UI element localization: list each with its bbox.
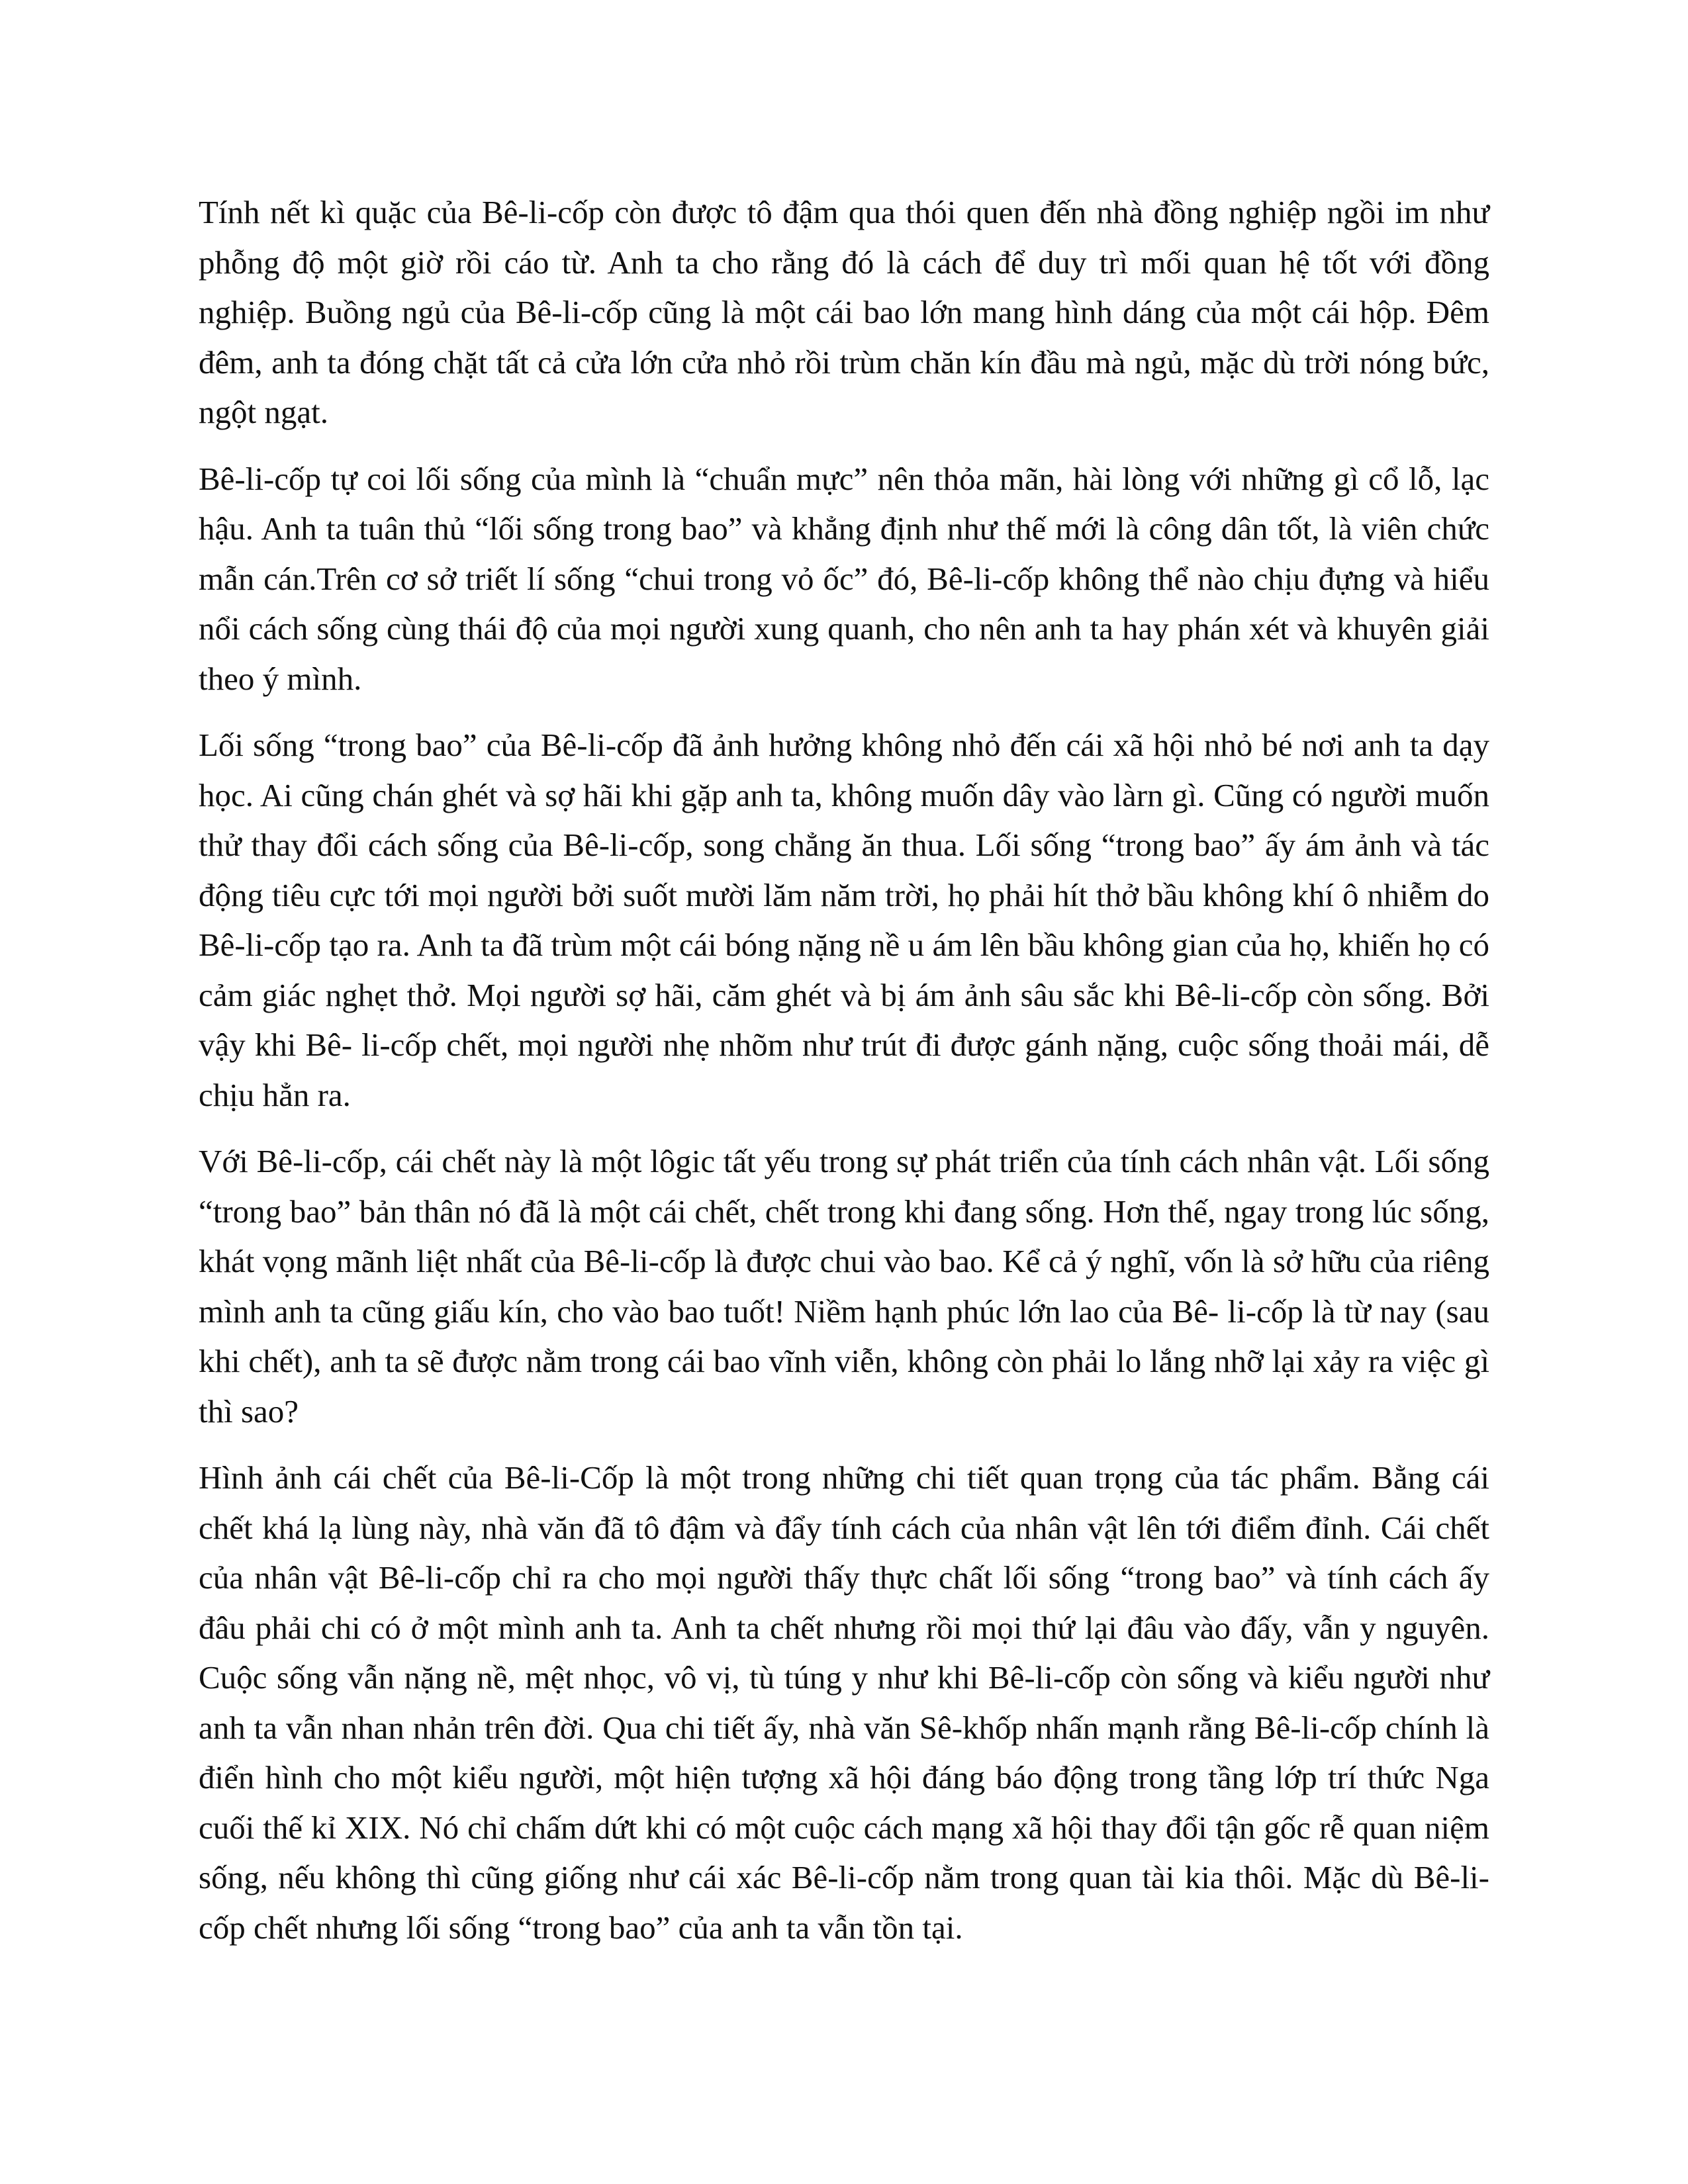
paragraph-3: Lối sống “trong bao” của Bê-li-cốp đã ảnh hưởng không nhỏ đến cái xã hội nhỏ bé nơi anh ta dạy học. Ai cũng chán ghét và sợ hãi khi gặp anh ta, không muốn dây vào làrn gì. Cũng có người muốn thử thay đổi cách sống của Bê-li-cốp, song chẳng ăn thua. Lối sống “trong bao” ấy ám ảnh và tác động tiêu cực tới mọi người bởi suốt mười lăm năm trời, họ phải hít thở bầu không khí ô nhiễm do Bê-li-cốp tạo ra. Anh ta đã trùm một cái bóng nặng nề u ám lên bầu không gian của họ, khiến họ có cảm giác nghẹt thở. Mọi người sợ hãi, căm ghét và bị ám ảnh sâu sắc khi Bê-li-cốp còn sống. Bởi vậy khi Bê- li-cốp chết, mọi người nhẹ nhõm như trút đi được gánh nặng, cuộc sống thoải mái, dễ chịu hẳn ra. [199,727,1489,1113]
paragraph-4: Với Bê-li-cốp, cái chết này là một lôgic tất yếu trong sự phát triển của tính cách nhân vật. Lối sống “trong bao” bản thân nó đã là một cái chết, chết trong khi đang sống. Hơn thế, ngay trong lúc sống, khát vọng mãnh liệt nhất của Bê-li-cốp là được chui vào bao. Kể cả ý nghĩ, vốn là sở hữu của riêng mình anh ta cũng giấu kín, cho vào bao tuốt! Niềm hạnh phúc lớn lao của Bê- li-cốp là từ nay (sau khi chết), anh ta sẽ được nằm trong cái bao vĩnh viễn, không còn phải lo lắng nhỡ lại xảy ra việc gì thì sao? [199,1143,1489,1430]
paragraph-1: Tính nết kì quặc của Bê-li-cốp còn được tô đậm qua thói quen đến nhà đồng nghiệp ngồi im như phỗng độ một giờ rồi cáo từ. Anh ta cho rằng đó là cách để duy trì mối quan hệ tốt với đồng nghiệp. Buồng ngủ của Bê-li-cốp cũng là một cái bao lớn mang hình dáng của một cái hộp. Đêm đêm, anh ta đóng chặt tất cả cửa lớn cửa nhỏ rồi trùm chăn kín đầu mà ngủ, mặc dù trời nóng bức, ngột ngạt. [199,194,1489,430]
paragraph-2: Bê-li-cốp tự coi lối sống của mình là “chuẩn mực” nên thỏa mãn, hài lòng với những gì cổ lỗ, lạc hậu. Anh ta tuân thủ “lối sống trong bao” và khẳng định như thế mới là công dân tốt, là viên chức mẫn cán.Trên cơ sở triết lí sống “chui trong vỏ ốc” đó, Bê-li-cốp không thể nào chịu đựng và hiểu nổi cách sống cùng thái độ của mọi người xung quanh, cho nên anh ta hay phán xét và khuyên giải theo ý mình. [199,460,1489,697]
paragraph-5: Hình ảnh cái chết của Bê-li-Cốp là một trong những chi tiết quan trọng của tác phẩm. Bằng cái chết khá lạ lùng này, nhà văn đã tô đậm và đẩy tính cách của nhân vật lên tới điểm đỉnh. Cái chết của nhân vật Bê-li-cốp chỉ ra cho mọi người thấy thực chất lối sống “trong bao” và tính cách ấy đâu phải chi có ở một mình anh ta. Anh ta chết nhưng rồi mọi thứ lại đâu vào đấy, vẫn y nguyên. Cuộc sống vẫn nặng nề, mệt nhọc, vô vị, tù túng y như khi Bê-li-cốp còn sống và kiểu người như anh ta vẫn nhan nhản trên đời. Qua chi tiết ấy, nhà văn Sê-khốp nhấn mạnh rằng Bê-li-cốp chính là điển hình cho một kiểu người, một hiện tượng xã hội đáng báo động trong tầng lớp trí thức Nga cuối thế kỉ XIX. Nó chỉ chấm dứt khi có một cuộc cách mạng xã hội thay đổi tận gốc rễ quan niệm sống, nếu không thì cũng giống như cái xác Bê-li-cốp nằm trong quan tài kia thôi. Mặc dù Bê-li-cốp chết nhưng lối sống “trong bao” của anh ta vẫn tồn tại. [199,1459,1489,1946]
document-body [199,187,1489,1969]
